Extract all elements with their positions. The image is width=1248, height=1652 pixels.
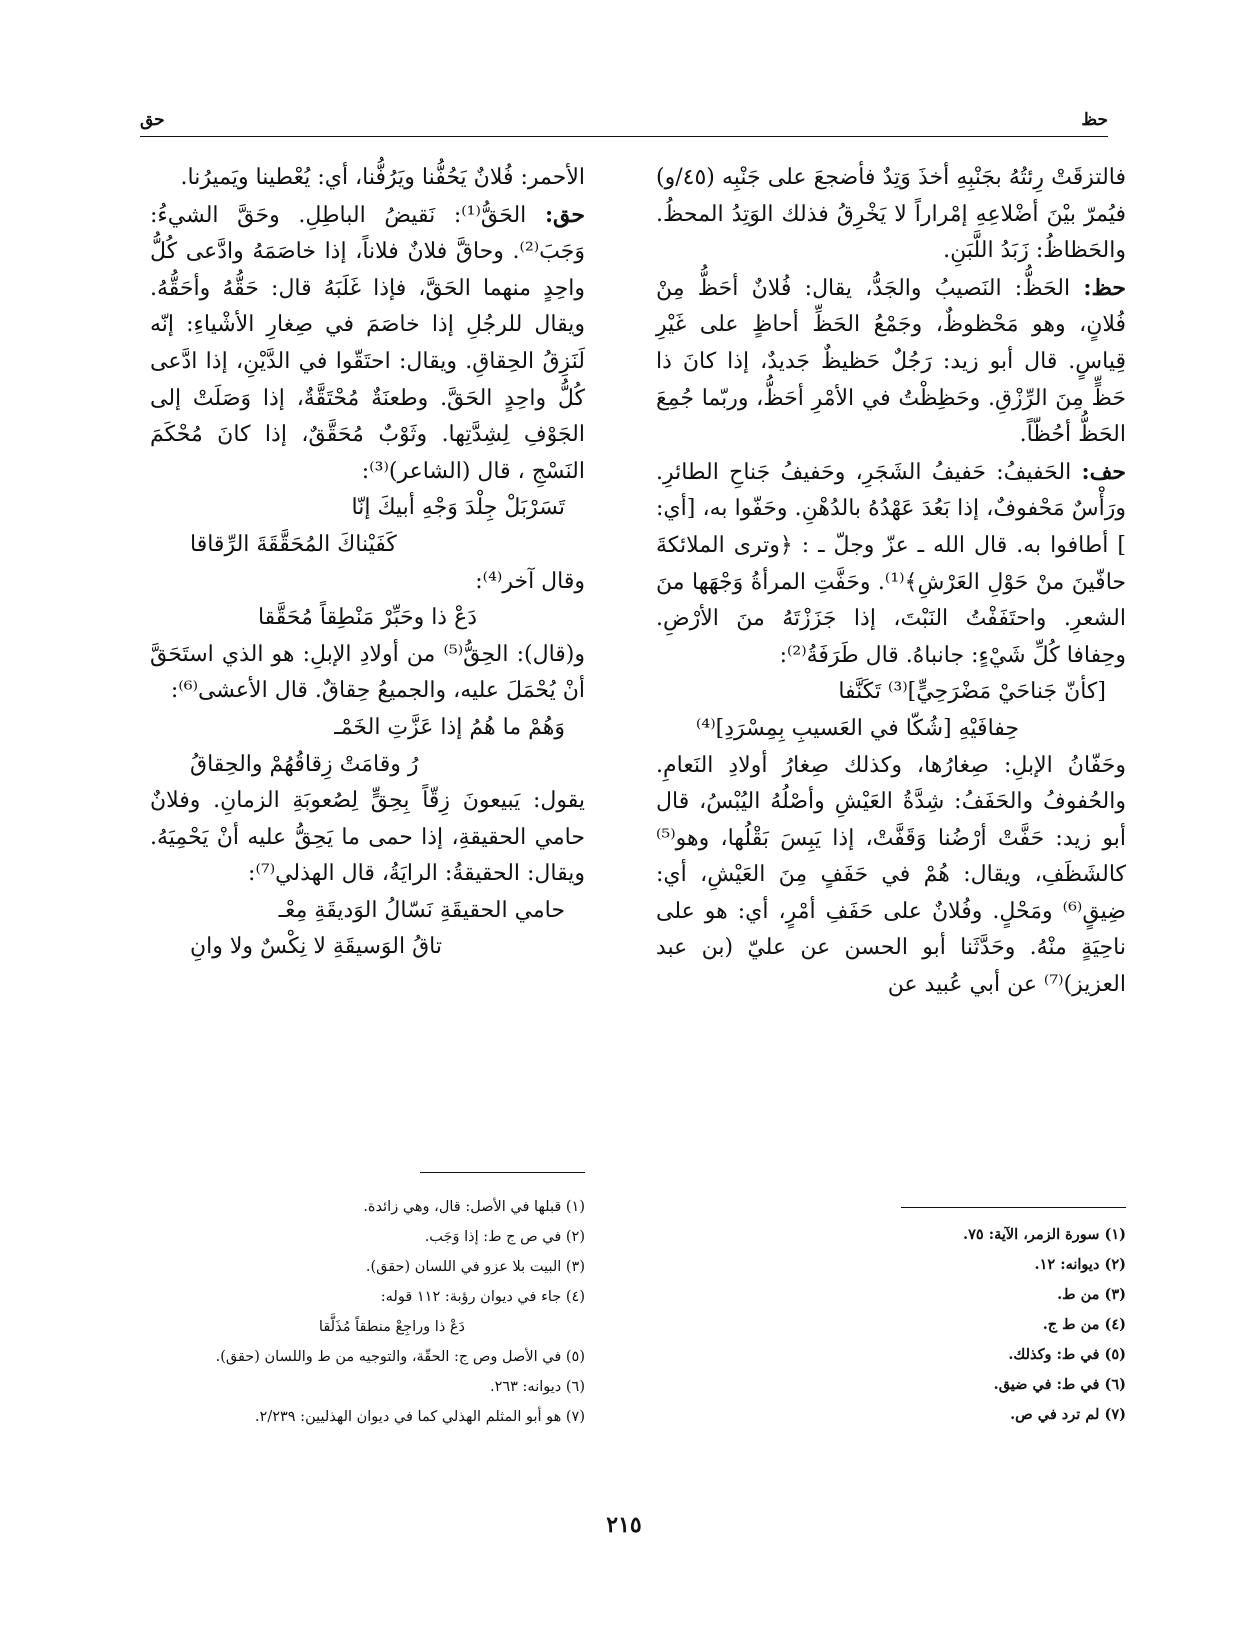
running-head-right-word: حظ [1081, 110, 1108, 130]
footnote: (٦) في ط: في ضيق. [993, 1376, 1126, 1393]
footnotes-right [726, 1220, 1126, 1430]
entry-text: الحَفيفُ: حَفيفُ الشَجَرِ، وحَفيفُ جَناحِ الطائرِ. ورَأْسٌ مَحْفوفٌ، إذا بَعُدَ عَهْدُهُ بالدُهْنِ. وحَفّوا به، [أي: ] أطافوا به. قال الله ـ عزّ وجلّ ـ : ﴿وترى الملائكةَ حافّينَ منْ حَوْلِ العَرْشِ﴾⁽¹⁾. وحَفَّتِ المرأةُ وَجْهَها منَ الشعرِ. واحتَفَفْتُ النَبْتَ، إذا جَزَزْتَهُ منَ الأرْضِ. وحِفافا كُلِّ شَيْءٍ: جانباهُ. قال طَرَفَةُ⁽²⁾: [656, 459, 1126, 668]
footnote: (٢) في ص ج ط: إذا وَجَب. [424, 1229, 585, 1245]
verse-line: [كأنّ جَناحَيْ مَضْرَحِيٍّ]⁽³⁾ تَكَنَّفا [838, 679, 1106, 705]
footnote: (٤) من ط ج. [1042, 1316, 1126, 1333]
footnote: (٧) لم ترد في ص. [1010, 1406, 1126, 1423]
paragraph [656, 748, 1126, 1004]
entry-head: حف: [1081, 458, 1126, 485]
verse-line: رُ وقامَتْ زِقاقُهُمْ والحِقاقُ [190, 751, 419, 777]
left-column [150, 160, 585, 966]
footnote: (٤) جاء في ديوان رؤبة: ١١٢ قوله: [380, 1289, 585, 1305]
footnote: (٧) هو أبو المثلم الهذلي كما في ديوان الهذليين: ٢/٢٣٩. [254, 1409, 585, 1425]
paragraph-text: يقول: يَبيعونَ زِقّاً بِحِقٍّ لِصُعوبَةِ الزمانِ. وفلانٌ حامي الحقيقةِ، إذا حمى ما يَحِقُّ عليه أنْ يَحْمِيَهُ. ويقال: الحقيقةُ: الرايَةُ، قال الهذلي⁽⁷⁾: [150, 788, 585, 887]
footnote: (٣) من ط. [1057, 1286, 1126, 1303]
entry-hazz [656, 270, 1126, 454]
footnote: (٣) البيت بلا عزو في اللسان (حقق). [365, 1259, 585, 1275]
entry-haqq [150, 197, 585, 491]
verse-line: تَسَرْبَلْ جِلْدَ وَجْهِ أبيكَ إنّا [351, 495, 565, 521]
header-rule [140, 136, 1108, 137]
running-head [140, 110, 1108, 134]
entry-head: حق: [544, 201, 586, 228]
footnote: (١) سورة الزمر، الآية: ٧٥. [963, 1226, 1126, 1243]
footnotes-left [145, 1192, 585, 1432]
verse-line: تاقُ الوَسيقَةِ لا نِكْسٌ ولا وانِ [190, 934, 442, 960]
paragraph [150, 564, 585, 601]
paragraph [150, 160, 585, 197]
footnote: (١) قبلها في الأصل: قال، وهي زائدة. [363, 1199, 585, 1215]
verse-line: حِفافَيْهِ [شُكّا في العَسيبِ بِمِسْرَدِ]⁽⁴⁾ [696, 715, 1019, 741]
footnote: (٥) في الأصل وص ج: الحقّة، والتوجيه من ط واللسان (حقق). [215, 1349, 585, 1365]
paragraph-text: فالتزقَتْ رِئتُهُ بجَنْبِهِ أخذَ وَتِدٌ فأضجعَ على جَنْبِه (٤٥/و) فيُمرّ بيْنَ أضْلاعِهِ إمْراراً لا يَخْرِقُ فذلك الوَتِدُ المحظُ. والحَظاظُ: زَبَدُ اللَّبَنِ. [656, 165, 1126, 264]
paragraph [656, 160, 1126, 270]
footnote-rule-right [901, 1207, 1126, 1208]
paragraph [150, 783, 585, 893]
right-column [656, 160, 1126, 1004]
paragraph-text: الأحمر: فُلانٌ يَحُفُّنا ويَرُفُّنا، أي: يُعْطينا ويَميرُنا. [180, 165, 585, 190]
entry-head: حظ: [1083, 274, 1126, 301]
entry-text: الحَظُّ: النَصيبُ والجَدُّ، يقال: فُلانٌ أحَظُّ مِنْ فُلانٍ، وهو مَحْظوظٌ، وجَمْعُ الحَظِّ أحاظٍ على غَيْرِ قِياسٍ. قال أبو زيد: رَجُلٌ حَظيظٌ جَديدٌ، إذا كانَ ذا حَظٍّ مِنَ الرِّزْقِ. وحَظِظْتُ في الأمْرِ أحَظُّ، وربّما جُمِعَ الحَظُّ أحُظّاً. [656, 275, 1126, 448]
footnote: (٢) ديوانه: ١٢. [1034, 1256, 1126, 1273]
footnote-rule-left [420, 1172, 585, 1173]
entry-text: الحَقُّ⁽¹⁾: نَقيضُ الباطِلِ. وحَقَّ الشيءُ: وَجَبَ⁽²⁾. وحاقَّ فلانٌ فلاناً، إذا خاصَمَهُ وادَّعى كُلُّ واحِدٍ منهما الحَقَّ، فإذا غَلَبَهُ قال: حَقُّهُ وأحَقُّهُ. ويقال للرجُلِ إذا خاصَمَ في صِغارِ الأشْياءِ: إنّه لَنَزِقُ الحِقاقِ. ويقال: احتَقّوا في الدَّيْنِ، إذا ادَّعى كُلُّ واحِدٍ الحَقَّ. وطعنَةٌ مُحْتَقَّةٌ، إذا وَصَلَتْ إلى الجَوْفِ لِشِدَّتِها. وثَوْبٌ مُحَقَّقٌ، إذا كانَ مُحْكَمَ النَسْجِ ، قال (الشاعر)⁽³⁾: [150, 202, 585, 484]
running-head-left-word: حق [140, 110, 165, 130]
paragraph-text: و(قال): الحِقُّ⁽⁵⁾ من أولادِ الإبلِ: هو الذي استَحَقَّ أنْ يُحْمَلَ عليه، والجميعُ حِقاقٌ. قال الأعشى⁽⁶⁾: [150, 641, 585, 704]
footnote-verse: دَعْ ذا وراجِعْ منطقاً مُذَلَّقا [318, 1319, 465, 1335]
page-number: ٢١٥ [606, 1512, 642, 1538]
paragraph [150, 637, 585, 710]
verse-line: دَعْ ذا وحَبِّرْ مَنْطِقاً مُحَقَّقا [257, 605, 478, 631]
entry-haff [656, 454, 1126, 675]
verse-line: كَفَيْناكَ المُحَقَّقَةَ الرِّقاقا [190, 531, 397, 557]
footnote: (٥) في ط: وكذلك. [1008, 1346, 1126, 1363]
paragraph-text: وحَفّانُ الإبلِ: صِغارُها، وكذلك صِغارُ أولادِ النَعامِ. والحُفوفُ والحَفَفُ: شِدَّةُ العَيْشِ وأصْلُهُ اليُبْسُ، قال أبو زيد: حَفَّتْ أرْضُنا وَقَفَّتْ، إذا يَبِسَ بَقْلُها، وهو⁽⁵⁾ كالشَظَفِ، ويقال: هُمْ في حَفَفٍ مِنَ العَيْشِ، أي: ضِيقٍ⁽⁶⁾ ومَحْلٍ. وفُلانٌ على حَفَفِ أمْرٍ، أي: هو على ناحِيَةٍ منْهُ. وحَدَّثَنا أبو الحسن عن عليّ (بن عبد العزيز)⁽⁷⁾ عن أبي عُبيد عن [656, 752, 1126, 998]
paragraph-text: وقال آخر⁽⁴⁾: [475, 568, 585, 594]
verse-line: وَهُمْ ما هُمُ إذا عَزَّتِ الخَمْـ [334, 714, 565, 740]
footnote: (٦) ديوانه: ٢٦٣. [489, 1379, 585, 1395]
verse-line: حامي الحقيقَةِ نَسّالُ الوَديقَةِ مِعْـ [278, 897, 565, 923]
